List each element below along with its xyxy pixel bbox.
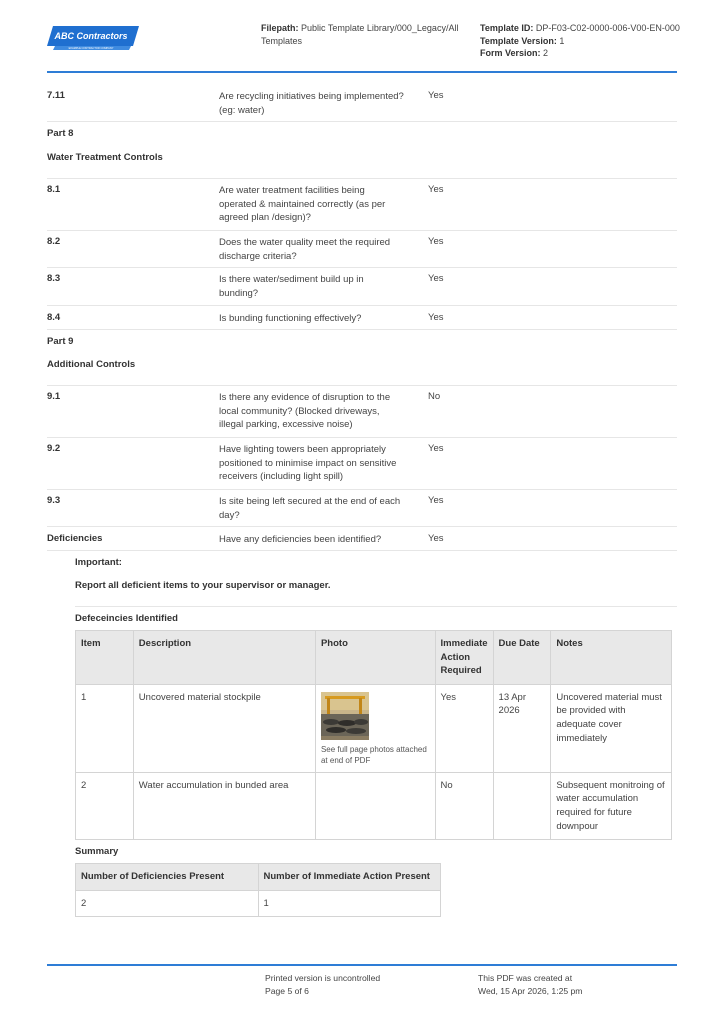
logo-tagline: EXAMPLE CONTRACTOR COMPANY	[68, 47, 114, 50]
question-number: 8.3	[47, 273, 61, 284]
deficiencies-table-title: Defeceincies Identified	[75, 613, 178, 624]
question-row	[47, 533, 677, 551]
description-cell: Uncovered material stockpile	[133, 684, 315, 772]
action-cell: Yes	[435, 684, 493, 772]
section-title: Water Treatment Controls	[47, 152, 163, 163]
company-logo	[47, 26, 139, 52]
question-text: Does the water quality meet the required discharge criteria?	[219, 237, 391, 262]
question-row	[47, 495, 677, 527]
notes-cell: Subsequent monitroing of water accumulation required for future downpour	[551, 772, 672, 839]
summary-title: Summary	[75, 846, 119, 857]
table-row	[76, 890, 441, 917]
question-number: 9.1	[47, 391, 61, 402]
question-row	[47, 443, 677, 490]
header-template-info	[480, 22, 680, 60]
template-version-label: Template Version:	[480, 35, 557, 46]
question-number: Deficiencies	[47, 533, 103, 544]
question-row	[47, 90, 677, 122]
header-filepath	[261, 22, 461, 47]
question-text: Are recycling initiatives being implemented? (eg: water)	[219, 91, 404, 116]
question-number: 9.3	[47, 495, 61, 506]
divider	[47, 178, 677, 179]
action-cell: No	[435, 772, 493, 839]
logo-name: ABC Contractors	[54, 31, 128, 41]
question-answer: Yes	[428, 443, 444, 454]
uncontrolled-notice: Printed version is uncontrolled	[265, 973, 381, 983]
question-text: Is site being left secured at the end of each day?	[219, 496, 401, 521]
template-id-label: Template ID:	[480, 23, 534, 33]
question-answer: Yes	[428, 533, 444, 544]
question-answer: Yes	[428, 90, 444, 101]
important-text: Report all deficient items to your supervisor or manager.	[75, 580, 331, 591]
table-header-row	[76, 631, 672, 685]
item-cell: 2	[76, 772, 134, 839]
notes-cell: Uncovered material must be provided with adequate cover immediately	[551, 684, 672, 772]
question-row	[47, 312, 677, 330]
item-cell: 1	[76, 684, 134, 772]
important-label: Important:	[75, 557, 122, 568]
question-text: Is there water/sediment build up in bunding?	[219, 274, 364, 299]
question-text: Is bunding functioning effectively?	[219, 313, 362, 324]
section-part-label: Part 8	[47, 128, 74, 139]
created-date: Wed, 15 Apr 2026, 1:25 pm	[478, 985, 583, 996]
question-number: 8.1	[47, 184, 61, 195]
page-header	[47, 18, 680, 73]
column-header: Number of Deficiencies Present	[76, 864, 259, 891]
question-row	[47, 236, 677, 268]
filepath-label: Filepath:	[261, 23, 299, 33]
description-cell: Water accumulation in bunded area	[133, 772, 315, 839]
photo-cell	[315, 684, 435, 772]
divider	[47, 385, 677, 386]
due-date-cell	[493, 772, 551, 839]
question-number: 8.2	[47, 236, 61, 247]
form-version-label: Form Version:	[480, 48, 541, 58]
question-row	[47, 184, 677, 231]
column-header: Description	[133, 631, 315, 685]
section-part-label: Part 9	[47, 336, 74, 347]
question-answer: Yes	[428, 236, 444, 247]
question-answer: Yes	[428, 273, 444, 284]
question-answer: Yes	[428, 312, 444, 323]
section-title: Additional Controls	[47, 359, 136, 370]
due-date-cell: 13 Apr 2026	[493, 684, 551, 772]
column-header: Due Date	[493, 631, 551, 685]
question-row	[47, 273, 677, 306]
column-header: Number of Immediate Action Present	[258, 864, 440, 891]
photo-cell	[315, 772, 435, 839]
summary-table	[75, 863, 441, 917]
divider	[75, 606, 677, 607]
question-answer: Yes	[428, 495, 444, 506]
question-text: Is there any evidence of disruption to the local community? (Blocked driveways, illegal parking, excessive noise)	[219, 392, 391, 431]
deficiencies-count-cell: 2	[76, 890, 259, 917]
photo-caption: See full page photos attached at end of PDF	[320, 744, 427, 765]
footer-page-info	[265, 972, 380, 997]
template-version-value: 1	[559, 35, 565, 46]
question-answer: Yes	[428, 184, 444, 195]
question-number: 9.2	[47, 443, 61, 454]
question-text: Are water treatment facilities being operated & maintained correctly (as per agreed plan /design)?	[219, 185, 386, 224]
stockpile-photo[interactable]	[321, 692, 369, 740]
question-number: 8.4	[47, 312, 61, 323]
question-row	[47, 391, 677, 438]
deficiencies-table	[75, 630, 672, 840]
filepath-value: Public Template Library/000_Legacy/All Templates	[261, 23, 459, 46]
question-text: Have lighting towers been appropriately positioned to minimise impact on sensitive receivers (including light spill)	[219, 444, 397, 483]
question-number: 7.11	[47, 90, 65, 101]
column-header: Photo	[315, 631, 435, 685]
table-row	[76, 772, 672, 839]
header-divider	[47, 71, 677, 73]
immediate-action-count-cell: 1	[258, 890, 440, 917]
template-id-value: DP-F03-C02-0000-006-V00-EN-000	[535, 23, 680, 33]
question-text: Have any deficiencies been identified?	[219, 534, 382, 545]
footer-divider	[47, 964, 677, 966]
created-label: This PDF was created at	[478, 973, 573, 983]
table-row	[76, 684, 672, 772]
question-answer: No	[428, 391, 441, 402]
table-header-row	[76, 864, 441, 891]
form-version-value: 2	[543, 48, 549, 58]
page-number: Page 5 of 6	[265, 985, 309, 996]
footer-created-info	[478, 972, 582, 997]
column-header: Item	[76, 631, 134, 685]
column-header: Notes	[551, 631, 672, 685]
column-header: Immediate Action Required	[435, 631, 493, 685]
